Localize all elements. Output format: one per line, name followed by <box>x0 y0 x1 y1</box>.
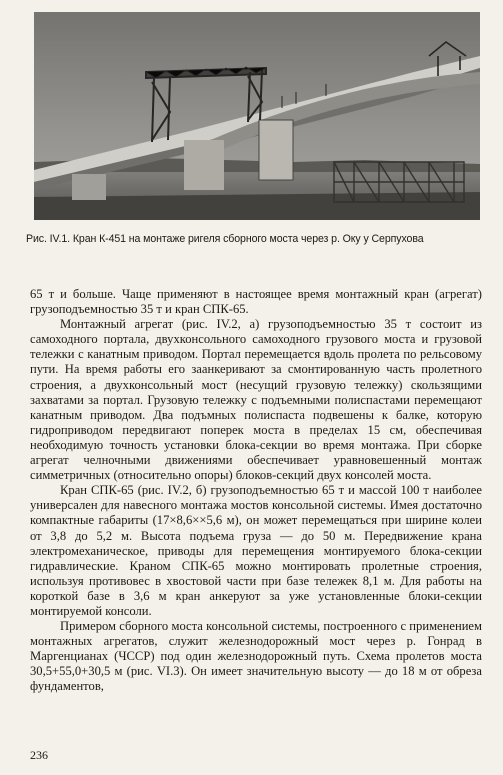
paragraph: Монтажный агрегат (рис. IV.2, а) грузоподъемностью 35 т состоит из самоходного портала, двухконсольного самоходного грузового моста и грузовой тележки с канатным приводом. Портал перемещается вдоль пролета по рельсовому пути. На время работы его заанкеривают за смонтированную часть пролетного строения, а двухконсольный мост (несущий грузовую тележку) скользящими захватами за портал. Грузовую тележку с подъемными полиспастами перемещают канатным приводом. Два подъмных полиспаста подвешены к балке, которую гидроприводом передвигают поперек моста в пределах 15 см, обеспечивая необходимую точность установки блока-секции во время монтажа. При сборке агрегат челночными движениями обеспечивает уравновешенный монтаж симметричных (относительно опоры) блоков-секций двух консолей моста. <box>30 317 482 483</box>
bridge-photo <box>34 12 480 220</box>
body-text <box>30 287 482 695</box>
figure-caption: Рис. IV.1. Кран К-451 на монтаже ригеля сборного моста через р. Оку у Серпухова <box>26 233 424 245</box>
page-number: 236 <box>30 748 48 762</box>
paragraph: Кран СПК-65 (рис. IV.2, б) грузоподъемностью 65 т и массой 100 т наиболее универсален для навесного монтажа мостов консольной системы. Имея достаточно компактные габариты (17×8,6××5,6 м), он может перемещаться при ширине колеи от 3,8 до 5,2 м. Высота подъема груза — до 50 м. Передвижение крана электромеханическое, приводы для перемещения монтируемого блока-секции гидравлические. Краном СПК-65 можно монтировать пролетные строения, используя противовес в хвостовой части при базе тележек 8,1 м. Для работы на короткой базе в 3,6 м кран анкеруют за уже установленные блоки-секции монтируемой консоли. <box>30 483 482 618</box>
paragraph: 65 т и больше. Чаще применяют в настоящее время монтажный кран (агрегат) грузоподъемностью 35 т и кран СПК-65. <box>30 287 482 317</box>
paragraph: Примером сборного моста консольной системы, построенного с применением монтажных агрегатов, служит железнодорожный мост через р. Гонрад в Маргенцианах (ЧССР) под один железнодорожный путь. Схема пролетов моста 30,5+55,0+30,5 м (рис. VI.3). Он имеет значительную высоту — до 18 м от обреза фундаментов, <box>30 619 482 694</box>
